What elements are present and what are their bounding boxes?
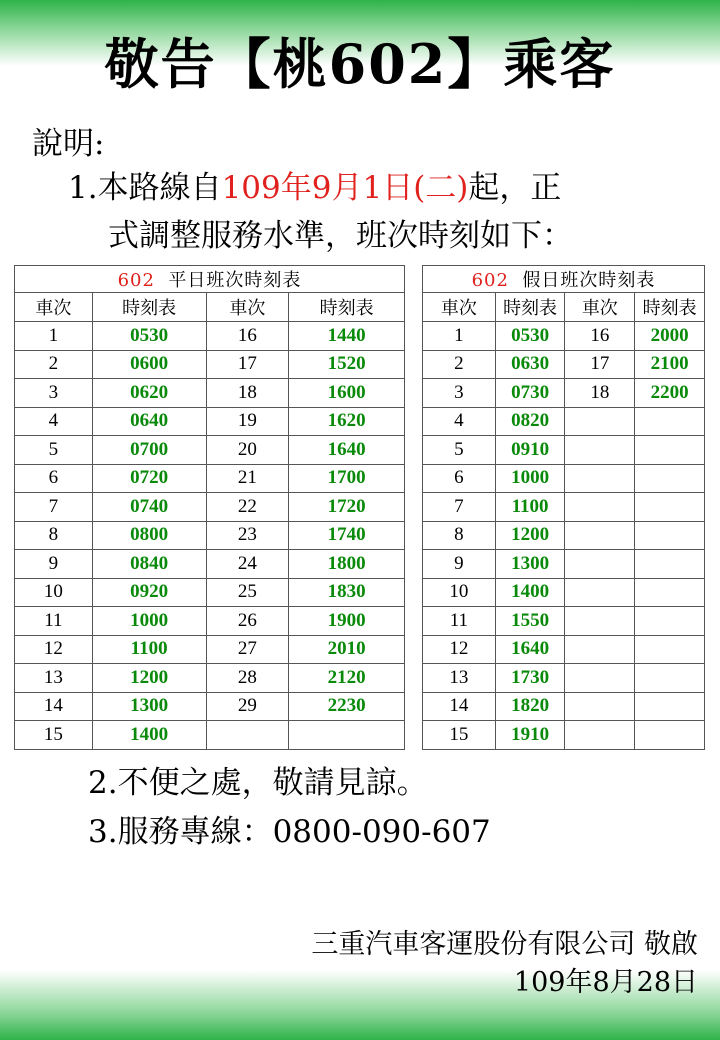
notice-item-3: 3.服務專線：0800-090-607 [88,814,491,850]
weekday-table-row [15,578,405,607]
weekday-table-row [15,664,405,693]
holiday-departure-time: 1400 [495,578,565,607]
holiday-departure-time: 2100 [635,350,705,379]
weekday-trip-number: 18 [206,379,289,408]
holiday-table-row [423,692,705,721]
weekday-timetable [14,265,405,750]
weekday-departure-time: 0720 [92,464,206,493]
notice-item-1-line2: 式調整服務水準，班次時刻如下： [108,218,573,254]
weekday-departure-time: 1000 [92,607,206,636]
weekday-departure-time: 1640 [289,436,405,465]
holiday-trip-number: 12 [423,635,496,664]
holiday-caption [423,266,705,293]
notice-date: 109年8月28日 [513,967,698,998]
weekday-trip-number: 28 [206,664,289,693]
weekday-header-time-1: 時刻表 [92,293,206,322]
weekday-departure-time: 1600 [289,379,405,408]
holiday-departure-time: 1910 [495,721,565,750]
weekday-header-trip-1: 車次 [15,293,93,322]
holiday-trip-number [565,464,635,493]
holiday-trip-number: 1 [423,322,496,351]
weekday-trip-number: 12 [15,635,93,664]
holiday-trip-number [565,721,635,750]
holiday-trip-number [565,578,635,607]
holiday-departure-time: 1550 [495,607,565,636]
notice-item-1-suffix: 起，正 [468,170,562,206]
holiday-departure-time [635,464,705,493]
weekday-trip-number: 13 [15,664,93,693]
holiday-trip-number: 18 [565,379,635,408]
holiday-departure-time: 1200 [495,521,565,550]
weekday-table-row [15,550,405,579]
weekday-departure-time: 1900 [289,607,405,636]
holiday-table-row [423,350,705,379]
holiday-departure-time [635,721,705,750]
weekday-trip-number: 25 [206,578,289,607]
holiday-table-row [423,464,705,493]
holiday-header-trip-1: 車次 [423,293,496,322]
holiday-header-time-2: 時刻表 [635,293,705,322]
weekday-departure-time: 1520 [289,350,405,379]
notice-label: 說明: [32,126,105,162]
holiday-trip-number [565,664,635,693]
weekday-table-row [15,350,405,379]
holiday-departure-time [635,607,705,636]
weekday-departure-time: 0600 [92,350,206,379]
holiday-departure-time: 2000 [635,322,705,351]
holiday-table-row [423,635,705,664]
weekday-header-trip-2: 車次 [206,293,289,322]
holiday-table-row [423,721,705,750]
weekday-trip-number: 2 [15,350,93,379]
holiday-trip-number: 7 [423,493,496,522]
weekday-table-row [15,721,405,750]
weekday-table-row [15,493,405,522]
holiday-table-row [423,607,705,636]
holiday-header-trip-2: 車次 [565,293,635,322]
weekday-departure-time: 1440 [289,322,405,351]
weekday-departure-time: 1700 [289,464,405,493]
holiday-trip-number [565,407,635,436]
holiday-departure-time [635,521,705,550]
weekday-departure-time: 1300 [92,692,206,721]
holiday-route-number: 602 [471,270,509,291]
notice-item-1 [68,168,561,208]
weekday-trip-number: 9 [15,550,93,579]
holiday-departure-time: 0630 [495,350,565,379]
holiday-trip-number: 16 [565,322,635,351]
holiday-table-row [423,379,705,408]
weekday-table-row [15,521,405,550]
holiday-departure-time: 2200 [635,379,705,408]
holiday-trip-number [565,493,635,522]
weekday-trip-number: 14 [15,692,93,721]
holiday-departure-time: 1000 [495,464,565,493]
holiday-trip-number [565,607,635,636]
weekday-trip-number: 8 [15,521,93,550]
holiday-table-row [423,322,705,351]
weekday-trip-number: 19 [206,407,289,436]
weekday-trip-number: 17 [206,350,289,379]
holiday-trip-number: 3 [423,379,496,408]
effective-date: 109年9月1日(二) [221,170,469,206]
holiday-trip-number [565,635,635,664]
notice-item-1-prefix: 1.本路線自 [68,170,222,206]
weekday-trip-number: 1 [15,322,93,351]
holiday-trip-number [565,550,635,579]
holiday-departure-time [635,664,705,693]
weekday-departure-time: 0700 [92,436,206,465]
holiday-trip-number [565,521,635,550]
weekday-departure-time: 0840 [92,550,206,579]
holiday-departure-time [635,550,705,579]
weekday-trip-number: 5 [15,436,93,465]
weekday-departure-time: 1100 [92,635,206,664]
holiday-trip-number: 15 [423,721,496,750]
holiday-table-row [423,407,705,436]
weekday-departure-time [289,721,405,750]
weekday-table-row [15,692,405,721]
weekday-trip-number: 26 [206,607,289,636]
weekday-table-row [15,407,405,436]
holiday-departure-time: 1300 [495,550,565,579]
holiday-trip-number: 11 [423,607,496,636]
weekday-trip-number: 3 [15,379,93,408]
holiday-timetable [422,265,705,750]
weekday-trip-number: 10 [15,578,93,607]
weekday-caption [15,266,405,293]
weekday-route-number: 602 [117,270,155,291]
holiday-departure-time: 0730 [495,379,565,408]
weekday-trip-number: 29 [206,692,289,721]
weekday-trip-number: 20 [206,436,289,465]
holiday-table-row [423,436,705,465]
weekday-table-row [15,464,405,493]
weekday-departure-time: 0620 [92,379,206,408]
weekday-trip-number: 16 [206,322,289,351]
holiday-table-row [423,493,705,522]
weekday-header-time-2: 時刻表 [289,293,405,322]
weekday-departure-time: 2120 [289,664,405,693]
holiday-departure-time [635,407,705,436]
holiday-trip-number: 2 [423,350,496,379]
weekday-departure-time: 1200 [92,664,206,693]
weekday-trip-number: 24 [206,550,289,579]
weekday-departure-time: 1800 [289,550,405,579]
holiday-header-time-1: 時刻表 [495,293,565,322]
weekday-departure-time: 0800 [92,521,206,550]
weekday-trip-number: 15 [15,721,93,750]
weekday-departure-time: 1400 [92,721,206,750]
holiday-trip-number: 14 [423,692,496,721]
holiday-trip-number: 6 [423,464,496,493]
holiday-table-row [423,664,705,693]
weekday-trip-number: 23 [206,521,289,550]
weekday-table-row [15,322,405,351]
holiday-departure-time [635,578,705,607]
weekday-departure-time: 2230 [289,692,405,721]
weekday-table-row [15,379,405,408]
holiday-departure-time: 1100 [495,493,565,522]
holiday-trip-number: 17 [565,350,635,379]
holiday-departure-time: 1640 [495,635,565,664]
weekday-departure-time: 1830 [289,578,405,607]
holiday-trip-number: 5 [423,436,496,465]
holiday-departure-time: 0910 [495,436,565,465]
holiday-table-row [423,521,705,550]
weekday-departure-time: 1620 [289,407,405,436]
holiday-trip-number [565,692,635,721]
weekday-trip-number: 7 [15,493,93,522]
weekday-caption-text: 平日班次時刻表 [168,270,302,291]
holiday-departure-time [635,436,705,465]
holiday-departure-time: 0820 [495,407,565,436]
weekday-trip-number: 22 [206,493,289,522]
weekday-departure-time: 2010 [289,635,405,664]
holiday-table-row [423,550,705,579]
weekday-trip-number: 6 [15,464,93,493]
holiday-departure-time [635,635,705,664]
weekday-departure-time: 0530 [92,322,206,351]
weekday-departure-time: 1720 [289,493,405,522]
holiday-departure-time [635,692,705,721]
holiday-trip-number: 4 [423,407,496,436]
weekday-table-row [15,436,405,465]
weekday-departure-time: 0640 [92,407,206,436]
holiday-departure-time: 1730 [495,664,565,693]
weekday-trip-number: 4 [15,407,93,436]
weekday-departure-time: 0740 [92,493,206,522]
holiday-departure-time: 1820 [495,692,565,721]
company-signature: 三重汽車客運股份有限公司 敬啟 [311,929,698,960]
holiday-table-row [423,578,705,607]
weekday-table-row [15,607,405,636]
holiday-caption-text: 假日班次時刻表 [522,270,656,291]
notice-item-2: 2.不便之處，敬請見諒。 [88,765,428,801]
holiday-departure-time: 0530 [495,322,565,351]
holiday-trip-number: 13 [423,664,496,693]
holiday-departure-time [635,493,705,522]
holiday-trip-number: 10 [423,578,496,607]
weekday-trip-number: 11 [15,607,93,636]
weekday-table-row [15,635,405,664]
holiday-trip-number [565,436,635,465]
weekday-departure-time: 0920 [92,578,206,607]
page-title: 敬告【桃602】乘客 [104,32,616,96]
weekday-departure-time: 1740 [289,521,405,550]
weekday-trip-number: 21 [206,464,289,493]
weekday-trip-number [206,721,289,750]
weekday-trip-number: 27 [206,635,289,664]
holiday-trip-number: 9 [423,550,496,579]
holiday-trip-number: 8 [423,521,496,550]
